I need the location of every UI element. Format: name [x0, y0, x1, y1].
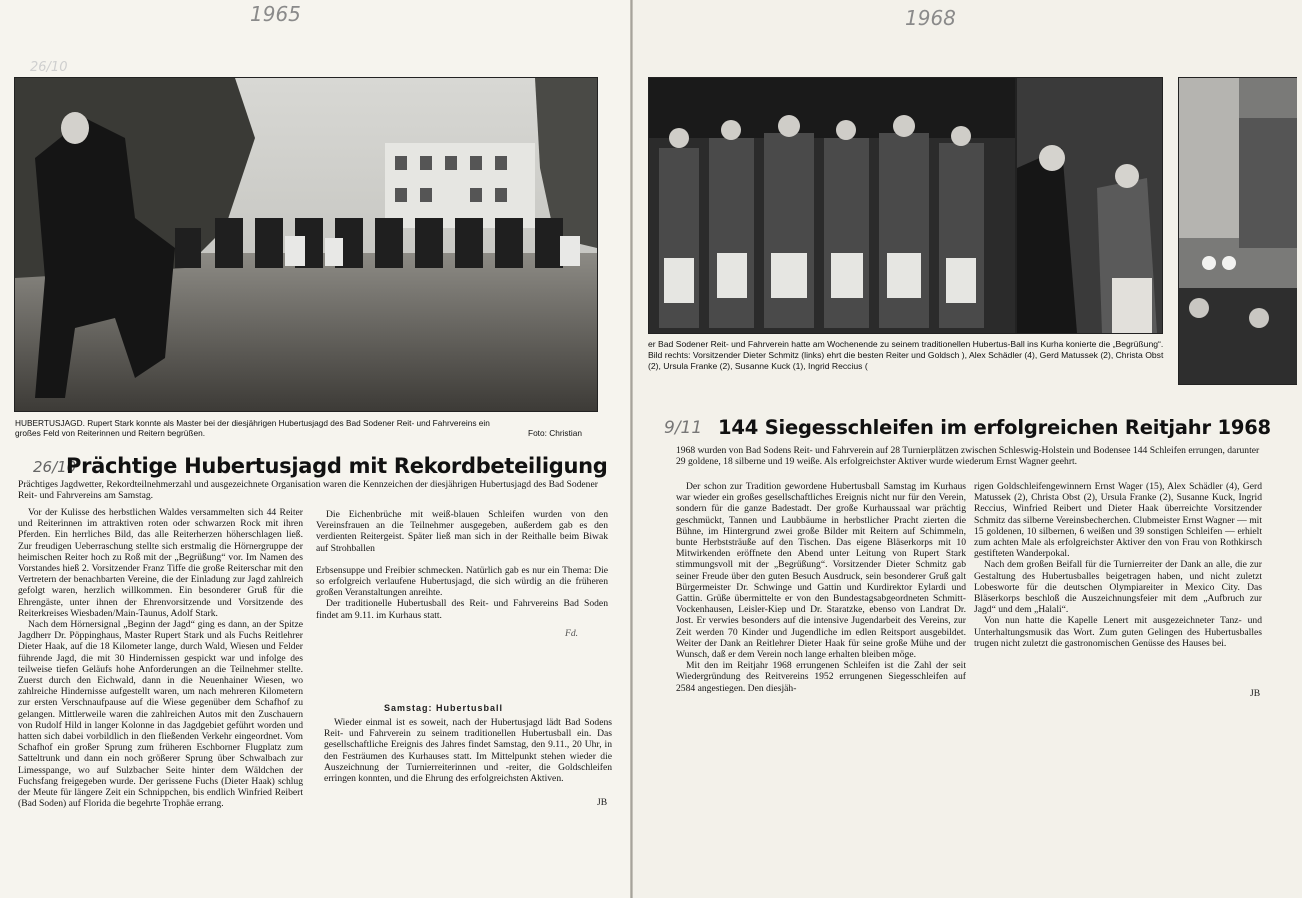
right-article-column-2	[974, 481, 1262, 649]
right-col2-signature: JB	[1250, 688, 1261, 699]
chairman-honouring-image	[1017, 78, 1162, 333]
right-col2-para-2: Nach dem großen Beifall für die Turnierreiter der Dank an alle, die zur Gestaltung des Hubertusballes beigetragen haben, und nicht zuletzt Lobesworte für die deutschen Olympiareiter in Mexico City. Das Bläserkorps beschloß die Auszeichnungsfeier mit dem „Aufbruch zur Jagd“ und dem „Halali“.	[974, 559, 1262, 616]
left-col2-para-1: Die Eichenbrüche mit weiß-blauen Schleifen wurden von den Vereinsfrauen an die Teilnehmer ausgegeben, außerdem gab es den verdienten Reitergeist. Später ließ man sich in der Reithalle beim Biwak auf Strohballen	[316, 509, 608, 554]
ballroom-image	[1179, 78, 1297, 384]
hunt-photo	[14, 77, 598, 412]
hubertusball-signature: JB	[597, 797, 608, 808]
headline-date-mark-right: 9/11	[664, 418, 703, 438]
left-headline: Prächtige Hubertusjagd mit Rekordbeteiligung	[66, 454, 608, 478]
left-article-column-2	[316, 509, 608, 621]
left-lead: Prächtiges Jagdwetter, Rekordteilnehmerzahl und ausgezeichnete Organisation waren die Kennzeichen der diesjährigen Hubertusjagd des Bad Sodener Reit- und Fahrvereins am Samstag.	[18, 479, 598, 502]
hunt-photo-credit: Foto: Christian	[528, 428, 582, 438]
riders-in-field-image	[15, 78, 597, 411]
left-col2-para-2: Erbsensuppe und Freibier schmecken. Natürlich gab es nur ein Thema: Die so erfolgreich verlaufene Hubertusjagd, die sich würdig an die früheren großen Veranstaltungen anreihte.	[316, 564, 608, 599]
right-col1-para-2: Mit den im Reitjahr 1968 errungenen Schleifen ist die Zahl der seit Wiedergründung des Reitvereins 1952 errungenen Siegesschleifen auf 2584 angestiegen. Den diesjäh-	[676, 660, 966, 694]
ball-honours-photo	[1016, 77, 1163, 334]
hubertusball-subhead: Samstag: Hubertusball	[384, 703, 504, 713]
right-article-column-1	[676, 481, 966, 694]
year-mark-right: 1968	[905, 6, 956, 30]
hubertusball-para: Wieder einmal ist es soweit, nach der Hubertusjagd lädt Bad Sodens Reit- und Fahrverein zu seinem traditionellen Hubertusball ein. Das gesellschaftliche Ereignis des Jahres findet Samstag, den 9.11., 20 Uhr, in den Festräumen des Kurhauses statt. Im Mittelpunkt stehen wieder die Auszeichnung der Turnierreiterinnen und -reiter, die Goldschleifen erringen konnten, und die Ehrung des erfolgreichsten Aktiven.	[324, 717, 612, 785]
page-fold	[630, 0, 633, 898]
right-col2-para-1: rigen Goldschleifengewinnern Ernst Wager (15), Alex Schädler (4), Gerd Matussek (2), Christa Obst (2), Ursula Franke (2), Susanne Kuck, Ingrid Reccius, Winfried Reibert und Dieter Haak überreichte Vorsitzender Schmitz das silberne Vereinsbecherchen. Clubmeister Ernst Wagner — mit 15 goldenen, 10 silbernen, 6 weißen und 39 sonstigen Schleifen — erhielt zum achten Male als erfolgreichster Aktiver den von Frau von Rothkirsch gestifteten Wanderpokal.	[974, 481, 1262, 560]
ball-photo-caption: er Bad Sodener Reit- und Fahrverein hatte am Wochenende zu seinem traditionellen Hubertus-Ball ins Kurha konierte die „Begrüßung“. Bild rechts: Vorsitzender Dieter Schmitz (links) ehrt die besten Reiter und Goldsch ), Alex Schädler (4), Gerd Matussek (2), Christa Obst (2), Ursula Franke (2), Susanne Kuck (1), Ingrid Reccius (	[648, 339, 1164, 371]
horn-players-image	[649, 78, 1015, 333]
ball-hall-photo	[1178, 77, 1297, 385]
right-headline: 144 Siegesschleifen im erfolgreichen Reitjahr 1968	[718, 416, 1271, 439]
left-col2-para-3: Der traditionelle Hubertusball des Reit- und Fahrvereins Bad Soden findet am 9.11. im Kurhaus statt.	[316, 598, 608, 621]
year-mark-left: 1965	[250, 2, 301, 26]
right-col1-para-1: Der schon zur Tradition gewordene Hubertusball Samstag im Kurhaus war wieder ein großes gesellschaftliches Ereignis nicht nur für den Verein, sondern für die ganze Badestadt. Der große Kurhaussaal war prächtig geschmückt, Tannen und Laubbäume in herbstlicher Pracht zierten die Bühne, im Hintergrund zwei große Bilder mit Reitern auf Schimmeln, bunte Herbststräuße auf den Tischen. Das eigene Bläserkorps mit 10 Mitwirkenden eröffnete den Abend unter Leitung von Rupert Stark stimmungsvoll mit der „Begrüßung“. Vorsitzender Dieter Schmitz gab seiner Freude über den guten Besuch Ausdruck, sein besonderer Gruß galt Bürgermeister Dr. Schwinge und Gattin und Kurdirektor Eylardi und Gattin. Grüße übermittelte er von den Bundestagsabgeordneten Schmitt-Vockenhausen, Leisler-Kiep und Dr. Staratzke, ebenso von Landrat Dr. Jost. Er verwies besonders auf die intensive Jugendarbeit des Vereins, zur Zeit werden 70 Kinder und Jugendliche im edlen Reitsport ausgebildet. Weiter der Dank an Reitlehrer Dieter Haak für seine große Mühe und der Wunsch, daß er dem Verein noch lange erhalten bleiben möge.	[676, 481, 966, 661]
hubertusball-text	[324, 717, 612, 784]
ball-horn-players-photo	[648, 77, 1016, 334]
left-col2-signature: Fd.	[565, 628, 579, 639]
left-article-column-1	[18, 507, 303, 809]
photo-date-mark: 26/10	[30, 60, 68, 75]
hunt-photo-caption: HUBERTUSJAGD. Rupert Stark konnte als Master bei der diesjährigen Hubertusjagd des Bad Sodener Reit- und Fahrvereins ein großes Feld von Reiterinnen und Reitern begrüßen.	[15, 418, 490, 438]
headline-date-mark-left: 26/10	[33, 458, 77, 476]
left-col1-para-2: Nach dem Hörnersignal „Beginn der Jagd“ ging es dann, an der Spitze Jagdherr Dr. Pöppinghaus, Master Rupert Stark und als Fuchs Reitlehrer Dieter Haak, auf die 18 Kilometer lange, durch Wald, Wiesen und Felder führende Jagd, die mit 30 Hindernissen gespickt war und infolge des teilweise tiefen Geläufs hohe Anforderungen an die Teilnehmer stellte. Zuerst durch den Eichwald, dann in die Neuenhainer Wiesen, wo zahlreiche Hindernisse aufgestellt waren, um nach mehreren Kilometern zur ersten Verschnaufpause auf die Wiese gegenüber dem Schafhof zu gelangen. Mittlerweile waren die zahlreichen Autos mit den Zuschauern von Rudolf Hild in langer Kolonne in das Jagdgebiet geführt worden und hatten sich dabei vorbildlich in den fließenden Verkehr eingeordnet. Vom Schafhof ein großer Sprung zum früheren Eschborner Flugplatz zum Satteltrunk und dann ein noch größerer Sprung über Schwalbach zur Limesspange, wo auf Sulzbacher Seite hinter dem Wäldchen der Fuchsfang freigegeben wurde. Der gerissene Fuchs (Dieter Haak) schlug der Meute für längere Zeit ein Schnippchen, bis endlich Winfried Reibert (Bad Soden) auf Florida die begehrte Trophäe errang.	[18, 619, 303, 810]
right-col2-para-3: Von nun hatte die Kapelle Lenert mit ausgezeichneter Tanz- und Unterhaltungsmusik das Wort. Zum guten Gelingen des Hubertusballes trugen nicht zuletzt die gastronomischen Genüsse des Hauses bei.	[974, 615, 1262, 649]
right-lead: 1968 wurden von Bad Sodens Reit- und Fahrverein auf 28 Turnierplätzen zwischen Schleswig-Holstein und Bodensee 144 Schleifen errungen, darunter 29 goldene, 18 silberne und 19 weiße. Als erfolgreichster Aktiver wurde wiederum Ernst Wagner geehrt.	[676, 445, 1260, 468]
left-col1-para-1: Vor der Kulisse des herbstlichen Waldes versammelten sich 44 Reiter und Reiterinnen im attraktiven roten oder schwarzen Rock mit ihren Pferden. Ein herrliches Bild, das alle Reiterherzen höherschlagen ließ. Zur freudigen Ueberraschung stellte sich erstmalig die Hörnergruppe der heimischen Reiter hoch zu Roß mit der „Begrüßung“ vor. Im Namen des Vorstandes hieß 2. Vorsitzender Franz Tiffe die große Reiterschar mit den Vertretern der benachbarten Vereine, die der Einladung zur Jagd zahlreich gefolgt waren, herzlich willkommen. Ein besonderer Gruß für die Ehrengäste, unter ihnen der Ehrenvorsitzende und Vorsitzende des Reiterkreises Wiesbaden/Main-Taunus, Adolf Stark.	[18, 507, 303, 619]
